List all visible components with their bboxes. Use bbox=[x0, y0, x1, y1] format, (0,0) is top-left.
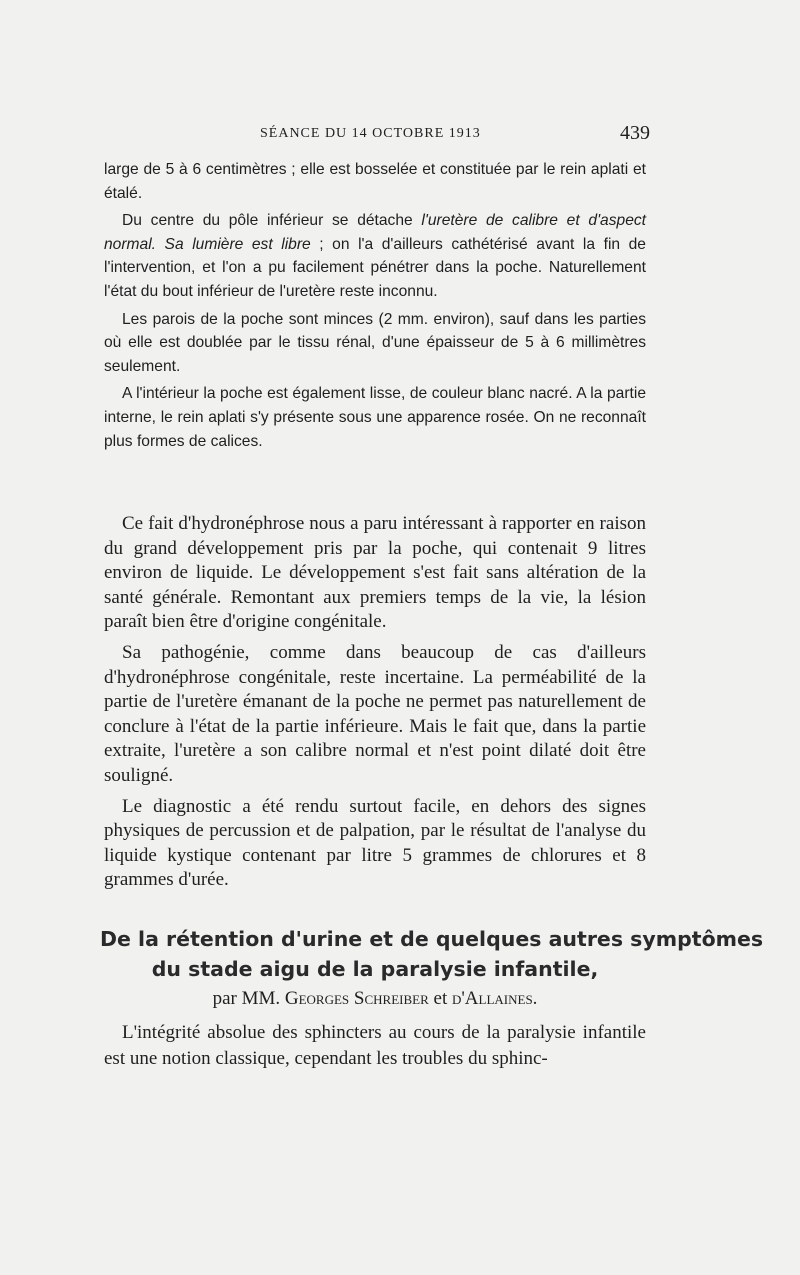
paragraph: large de 5 à 6 centimètres ; elle est bosselée et constituée par le rein aplati et étalé. bbox=[104, 161, 646, 202]
discussion bbox=[104, 512, 646, 893]
paragraph: Ce fait d'hydronéphrose nous a paru intéressant à rapporter en raison du grand développement pris par la poche, qui contenait 9 litres environ de liquide. Le développement s'est fait sans altération de la santé générale. Remontant aux premiers temps de la vie, la lésion paraît bien être d'origine congénitale. bbox=[104, 513, 646, 633]
paragraph bbox=[104, 209, 646, 303]
text-run: ; on l'a d'ailleurs cathétérisé avant la fin de l'intervention, et l'on a pu facilement pénétrer dans la poche. Naturellement l'état du bout inférieur de l'uretère reste inconnu. bbox=[104, 235, 646, 300]
title-line: De la rétention d'urine et de quelques autres symptômes bbox=[100, 927, 764, 951]
paragraph: Sa pathogénie, comme dans beaucoup de cas d'ailleurs d'hydronéphrose congénitale, reste incertaine. La perméabilité de la partie de l'uretère émanant de la poche ne permet pas naturellement de conclure à l'état de la partie inférieure. Mais le fait que, dans la partie extraite, l'uretère a son calibre normal et n'est point dilaté doit être souligné. bbox=[104, 641, 646, 786]
authors-conjunction: et bbox=[428, 988, 452, 1009]
title-line: du stade aigu de la paralysie infantile, bbox=[151, 957, 599, 981]
italic-text: l'uretère de calibre et d'aspect normal. Sa lumière est libre bbox=[104, 212, 646, 253]
paragraph: Le diagnostic a été rendu surtout facile, en dehors des signes physiques de percussion et de palpation, par le résultat de l'analyse du liquide kystique contenant par litre 5 grammes de chlorures et 8 grammes d'urée. bbox=[104, 795, 646, 891]
author-name: Georges Schreiber bbox=[284, 988, 429, 1009]
text-run: Du centre du pôle inférieur se détache bbox=[122, 212, 422, 230]
article-authors bbox=[100, 988, 650, 1010]
paragraph: L'intégrité absolue des sphincters au cours de la paralysie infantile est une notion classique, cependant les troubles du sphinc- bbox=[104, 1022, 646, 1069]
paragraph: A l'intérieur la poche est également lisse, de couleur blanc nacré. A la partie interne, le rein aplati s'y présente sous une apparence rosée. On ne reconnaît plus formes de calices. bbox=[104, 385, 646, 450]
article-body bbox=[104, 1020, 646, 1072]
running-head: SÉANCE DU 14 OCTOBRE 1913 bbox=[260, 126, 481, 141]
paragraph: Les parois de la poche sont minces (2 mm. environ), sauf dans les parties où elle est doublée par le tissu rénal, d'une épaisseur de 5 à 6 millimètres seulement. bbox=[104, 310, 646, 375]
page-number: 439 bbox=[620, 122, 650, 144]
author-name: d'Allaines. bbox=[451, 988, 538, 1009]
case-description bbox=[104, 158, 646, 453]
page-header bbox=[102, 122, 650, 146]
article-title bbox=[100, 924, 764, 984]
authors-prefix: par MM. bbox=[212, 988, 285, 1009]
